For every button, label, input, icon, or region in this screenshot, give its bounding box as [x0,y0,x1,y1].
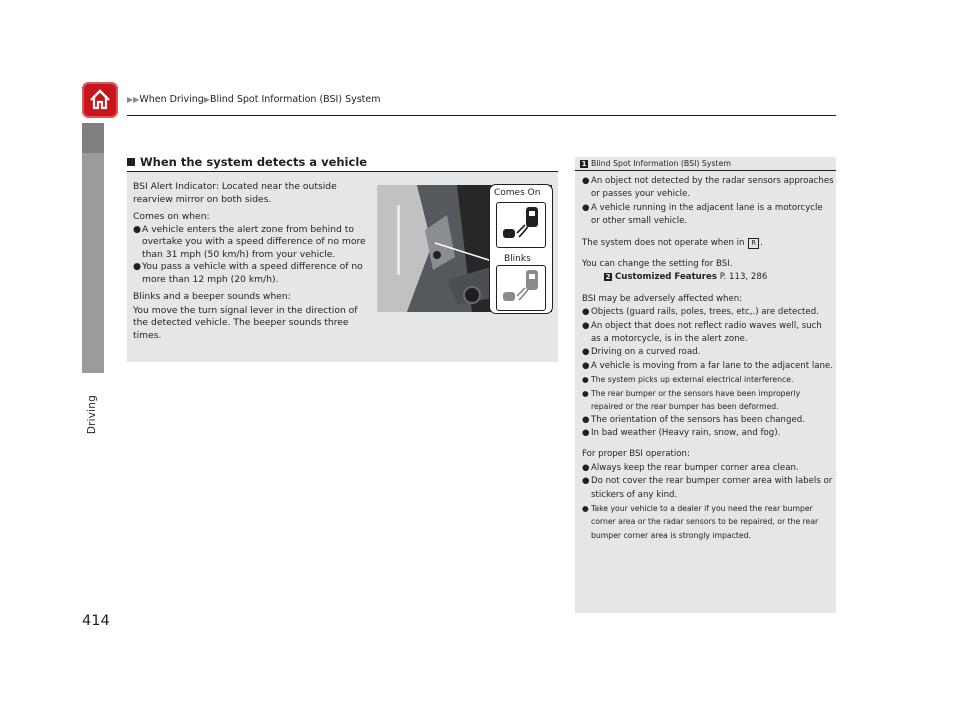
bullet-icon: ● [582,462,590,473]
not-operate-text: The system does not operate when in R . [582,237,763,248]
ref-pages: P. 113, 286 [719,272,768,283]
bullet-icon: ● [582,388,589,398]
list-item: ● An object that does not reflect radio waves well, such as a motorcycle, is in the alert zone. [582,320,822,345]
blinks-text: You move the turn signal lever in the direction of the detected vehicle. The beeper sounds three times. [133,304,358,341]
bullet-icon: ● [582,176,590,186]
side-note-title: 1 Blind Spot Information (BSI) System [581,159,731,168]
list-item: ● Always keep the rear bumper corner area clean. [582,462,834,475]
list-item: ● Do not cover the rear bumper corner area with labels or stickers of any kind. [582,476,833,500]
home-button[interactable] [82,82,118,118]
caption-comes-on: Comes On [494,188,541,198]
list-item: ● An object not detected by the radar sensors approaches or passes your vehicle. [582,176,834,200]
list-item: ● A vehicle is moving from a far lane to the adjacent lane. [582,360,834,373]
reference-arrow-icon: 2 [605,273,611,282]
change-setting-text: You can change the setting for BSI. [582,259,733,270]
section-title: When the system detects a vehicle [140,155,368,169]
chapter-tab[interactable] [82,123,104,373]
blinks-heading: Blinks and a beeper sounds when: [133,291,291,302]
bsi-indicator-on-icon [496,202,546,248]
bullet-icon: ● [582,427,590,438]
bsi-indicator-blink-icon [496,265,546,311]
chapter-label: Driving [86,395,98,435]
list-item: ● A vehicle running in the adjacent lane is a motorcycle or other small vehicle. [582,202,823,227]
side-note-header [575,157,836,171]
bullet-icon: ● [582,202,590,213]
bullet-icon: ● [582,476,590,487]
home-icon [88,88,112,112]
proper-heading: For proper BSI operation: [582,449,690,460]
bullet-icon: ● [582,320,590,331]
list-item: ● In bad weather (Heavy rain, snow, and fog). [582,427,834,440]
breadcrumb-arrow-icon: ▶ [203,95,210,104]
caption-blinks: Blinks [504,254,531,264]
side-note-box [575,157,836,613]
breadcrumb-arrow-icon: ▶▶ [127,95,140,104]
cross-reference[interactable] [582,271,834,284]
box-rule [127,171,558,172]
list-item: ● Driving on a curved road. [582,346,834,359]
list-item: ● The rear bumper or the sensors have been improperly repaired or the rear bumper has been deformed. [582,388,801,412]
list-item: ● Take your vehicle to a dealer if you need the rear bumper corner area or the radar sensors to be repaired, or the rear bumper corner area is strongly impacted. [582,503,819,540]
list-item: ● The orientation of the sensors has been changed. [582,414,834,427]
comes-on-heading: Comes on when: [133,211,210,222]
bullet-icon: ● [582,347,590,358]
square-bullet-icon [127,158,135,166]
breadcrumb [127,94,381,105]
breadcrumb-item-when-driving[interactable]: When Driving [139,94,204,105]
note-icon: 1 [581,160,587,168]
bullet-icon: ● [582,503,589,513]
chapter-tab-marker [82,123,104,153]
list-item: ● A vehicle enters the alert zone from behind to overtake you with a speed difference of no more than 31 mph (50 km/h) from your vehicle. [133,223,366,260]
list-item: ● You pass a vehicle with a speed difference of no more than 12 mph (20 km/h). [133,261,363,285]
bullet-icon: ● [582,414,590,425]
bullet-icon: ● [582,307,590,318]
side-note-content [582,175,834,542]
bullet-icon: ● [133,261,142,272]
bullet-icon: ● [582,360,590,371]
indicator-intro: BSI Alert Indicator: Located near the outside rearview mirror on both sides. [133,181,337,205]
main-text [133,181,370,347]
list-item: ● The system picks up external electrical interference. [582,373,834,386]
section-heading [127,155,367,169]
bullet-icon: ● [133,223,142,235]
side-note-rule [575,170,836,171]
breadcrumb-item-bsi[interactable]: Blind Spot Information (BSI) System [209,94,381,105]
header-rule [127,115,836,116]
adverse-heading: BSI may be adversely affected when: [582,293,743,304]
ref-link[interactable]: Customized Features [615,272,717,283]
list-item: ● Objects (guard rails, poles, trees, etc,.) are detected. [582,306,834,319]
bullet-icon: ● [582,375,589,385]
page-number: 414 [82,613,110,629]
gear-r-icon: R [748,238,759,249]
